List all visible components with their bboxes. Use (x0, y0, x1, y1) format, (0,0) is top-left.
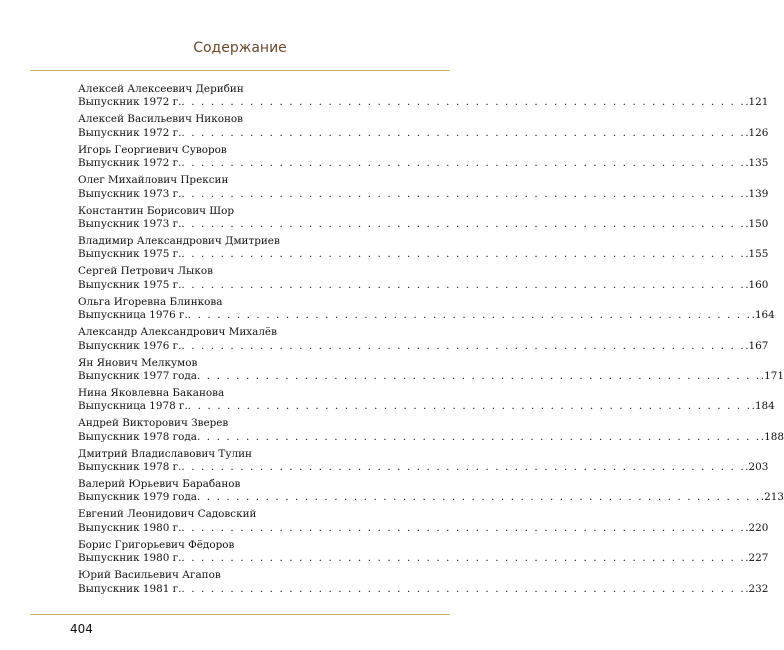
header-rule (30, 70, 450, 71)
toc-entry-label: Выпускник 1972 г. (78, 126, 182, 139)
toc-entry-line (78, 491, 784, 504)
toc-entry-label: Выпускник 1976 г. (78, 339, 182, 352)
toc-entry-label: Выпускник 1973 г. (78, 187, 182, 200)
toc-entry-name: Александр Александрович Михалёв (78, 326, 277, 339)
toc-leader-dots: . . . . . . . . . . . . . . . . . . . . . . . . . . . . . . . . . . . . . . . . . . . . . . . . . . . . . . . . . . (187, 309, 752, 322)
toc-entry (78, 538, 769, 569)
toc-entry-name: Андрей Викторович Зверев (78, 417, 229, 430)
toc-entry-page: .164 (751, 309, 775, 322)
toc-entry (78, 83, 769, 113)
toc-entry-line (78, 369, 784, 383)
toc-entry-page: .135 (745, 157, 769, 170)
page-header-title: Содержание (193, 40, 287, 56)
toc-entry (78, 113, 769, 143)
toc-entry-label: Выпускник 1972 г. (78, 96, 182, 109)
toc-leader-dots: . . . . . . . . . . . . . . . . . . . . . . . . . . . . . . . . . . . . . . . . . . . . . . . . . . . . . . . . . . (181, 217, 746, 230)
toc-entry-name: Игорь Георгиевич Суворов (78, 143, 227, 156)
toc-entry-label: Выпускник 1975 г. (78, 248, 182, 261)
toc-entry-line (78, 552, 769, 565)
toc-entry (78, 265, 769, 295)
toc-entry-name: Алексей Алексеевич Дерибин (78, 83, 244, 95)
toc-entry-label: Выпускница 1978 г. (78, 400, 188, 413)
toc-leader-dots: . . . . . . . . . . . . . . . . . . . . . . . . . . . . . . . . . . . . . . . . . . . . . . . . . . . . . . . . . . (181, 187, 746, 200)
toc-entry-page: .203 (745, 461, 769, 474)
toc-entry-line (78, 217, 769, 231)
toc-entry-name: Константин Борисович Шор (78, 204, 235, 217)
toc-entry-line (78, 187, 769, 201)
toc-entry-line (78, 430, 784, 444)
toc-entry-line (78, 96, 769, 109)
toc-entry-page: .220 (745, 521, 769, 534)
toc-entry-name: Ян Янович Мелкумов (78, 356, 198, 369)
toc-entry (78, 295, 775, 326)
toc-leader-dots: . . . . . . . . . . . . . . . . . . . . . . . . . . . . . . . . . . . . . . . . . . . . . . . . . . . . . . . . . . (187, 400, 752, 413)
toc-entry-line (78, 521, 769, 535)
toc-entry-page: .155 (745, 248, 769, 261)
toc-entry (78, 386, 775, 417)
toc-entry-label: Выпускник 1975 г. (78, 278, 182, 291)
toc-entry-name: Юрий Васильевич Агапов (78, 569, 221, 582)
toc-entry-name: Дмитрий Владиславович Тулин (78, 447, 252, 460)
toc-entry-page: .160 (745, 278, 769, 291)
toc-entry-line (78, 126, 769, 140)
toc-leader-dots: . . . . . . . . . . . . . . . . . . . . . . . . . . . . . . . . . . . . . . . . . . . . . . . . . . . . . . . . . . (181, 96, 746, 109)
toc-entry-name: Сергей Петрович Лыков (78, 265, 213, 278)
toc-entry-label: Выпускник 1978 г. (78, 461, 182, 474)
toc-leader-dots: . . . . . . . . . . . . . . . . . . . . . . . . . . . . . . . . . . . . . . . . . . . . . . . . . . . . . . . . . . (181, 157, 746, 170)
page-number: 404 (70, 622, 93, 636)
footer-rule (30, 614, 450, 615)
toc-entry-label: Выпускник 1979 года (78, 491, 197, 504)
toc-entry-page: .171 (760, 369, 784, 382)
toc-entry-page: .232 (745, 582, 769, 595)
toc-leader-dots: . . . . . . . . . . . . . . . . . . . . . . . . . . . . . . . . . . . . . . . . . . . . . . . . . . . . . . . . . . (181, 521, 746, 534)
toc-entry (78, 508, 769, 538)
toc-entry-name: Евгений Леонидович Садовский (78, 508, 257, 521)
toc-entry-page: .150 (745, 217, 769, 230)
toc-entry-name: Ольга Игоревна Блинкова (78, 295, 223, 308)
toc-leader-dots: . . . . . . . . . . . . . . . . . . . . . . . . . . . . . . . . . . . . . . . . . . . . . . . . . . . . . . . . . . (181, 278, 746, 291)
toc-entry-label: Выпускник 1972 г. (78, 157, 182, 170)
toc-entry-name: Олег Михайлович Прексин (78, 174, 229, 187)
toc-entry (78, 478, 784, 508)
toc-leader-dots: . . . . . . . . . . . . . . . . . . . . . . . . . . . . . . . . . . . . . . . . . . . . . . . . . . . . . . . . . . (181, 461, 746, 474)
toc-entry-label: Выпускница 1976 г. (78, 309, 188, 322)
toc-entry (78, 143, 769, 174)
toc-entry (78, 204, 769, 235)
toc-leader-dots: . . . . . . . . . . . . . . . . . . . . . . . . . . . . . . . . . . . . . . . . . . . . . . . . . . . . . . . . . . (196, 369, 761, 382)
toc-entry (78, 326, 769, 356)
toc-leader-dots: . . . . . . . . . . . . . . . . . . . . . . . . . . . . . . . . . . . . . . . . . . . . . . . . . . . . . . . . . . (181, 339, 746, 352)
toc-entry (78, 356, 784, 387)
toc-entry-label: Выпускник 1978 года (78, 430, 197, 443)
toc-entry (78, 447, 769, 478)
toc-entry-page: .126 (745, 126, 769, 139)
toc-entry-page: .227 (745, 552, 769, 565)
toc-entry-line (78, 461, 769, 474)
toc-entry-label: Выпускник 1980 г. (78, 552, 182, 565)
toc-entry (78, 174, 769, 204)
toc-entry-page: .213 (760, 491, 784, 504)
toc-leader-dots: . . . . . . . . . . . . . . . . . . . . . . . . . . . . . . . . . . . . . . . . . . . . . . . . . . . . . . . . . . (181, 552, 746, 565)
toc-entry (78, 569, 769, 599)
toc-leader-dots: . . . . . . . . . . . . . . . . . . . . . . . . . . . . . . . . . . . . . . . . . . . . . . . . . . . . . . . . . . (181, 248, 746, 261)
toc-entry-name: Алексей Васильевич Никонов (78, 113, 244, 126)
table-of-contents (78, 83, 784, 600)
toc-entry-page: .188 (760, 430, 784, 443)
toc-entry-line (78, 157, 769, 170)
toc-entry-line (78, 582, 769, 596)
toc-entry (78, 234, 769, 265)
toc-entry-line (78, 400, 775, 413)
toc-entry-label: Выпускник 1980 г. (78, 521, 182, 534)
toc-entry-line (78, 248, 769, 261)
toc-entry-line (78, 339, 769, 353)
toc-entry-name: Нина Яковлевна Баканова (78, 386, 225, 399)
toc-entry-label: Выпускник 1981 г. (78, 582, 182, 595)
toc-entry-page: .139 (745, 187, 769, 200)
toc-entry (78, 417, 784, 447)
toc-entry-name: Владимир Александрович Дмитриев (78, 234, 280, 247)
toc-entry-label: Выпускник 1973 г. (78, 217, 182, 230)
toc-entry-line (78, 309, 775, 322)
toc-entry-label: Выпускник 1977 года (78, 369, 197, 382)
toc-entry-page: .184 (751, 400, 775, 413)
toc-entry-page: .121 (745, 96, 769, 109)
toc-entry-page: .167 (745, 339, 769, 352)
toc-leader-dots: . . . . . . . . . . . . . . . . . . . . . . . . . . . . . . . . . . . . . . . . . . . . . . . . . . . . . . . . . . (196, 430, 761, 443)
toc-entry-line (78, 278, 769, 292)
toc-leader-dots: . . . . . . . . . . . . . . . . . . . . . . . . . . . . . . . . . . . . . . . . . . . . . . . . . . . . . . . . . . (181, 126, 746, 139)
toc-leader-dots: . . . . . . . . . . . . . . . . . . . . . . . . . . . . . . . . . . . . . . . . . . . . . . . . . . . . . . . . . . (181, 582, 746, 595)
toc-entry-name: Валерий Юрьевич Барабанов (78, 478, 241, 491)
toc-leader-dots: . . . . . . . . . . . . . . . . . . . . . . . . . . . . . . . . . . . . . . . . . . . . . . . . . . . . . . . . . . (196, 491, 761, 504)
toc-entry-name: Борис Григорьевич Фёдоров (78, 538, 235, 551)
